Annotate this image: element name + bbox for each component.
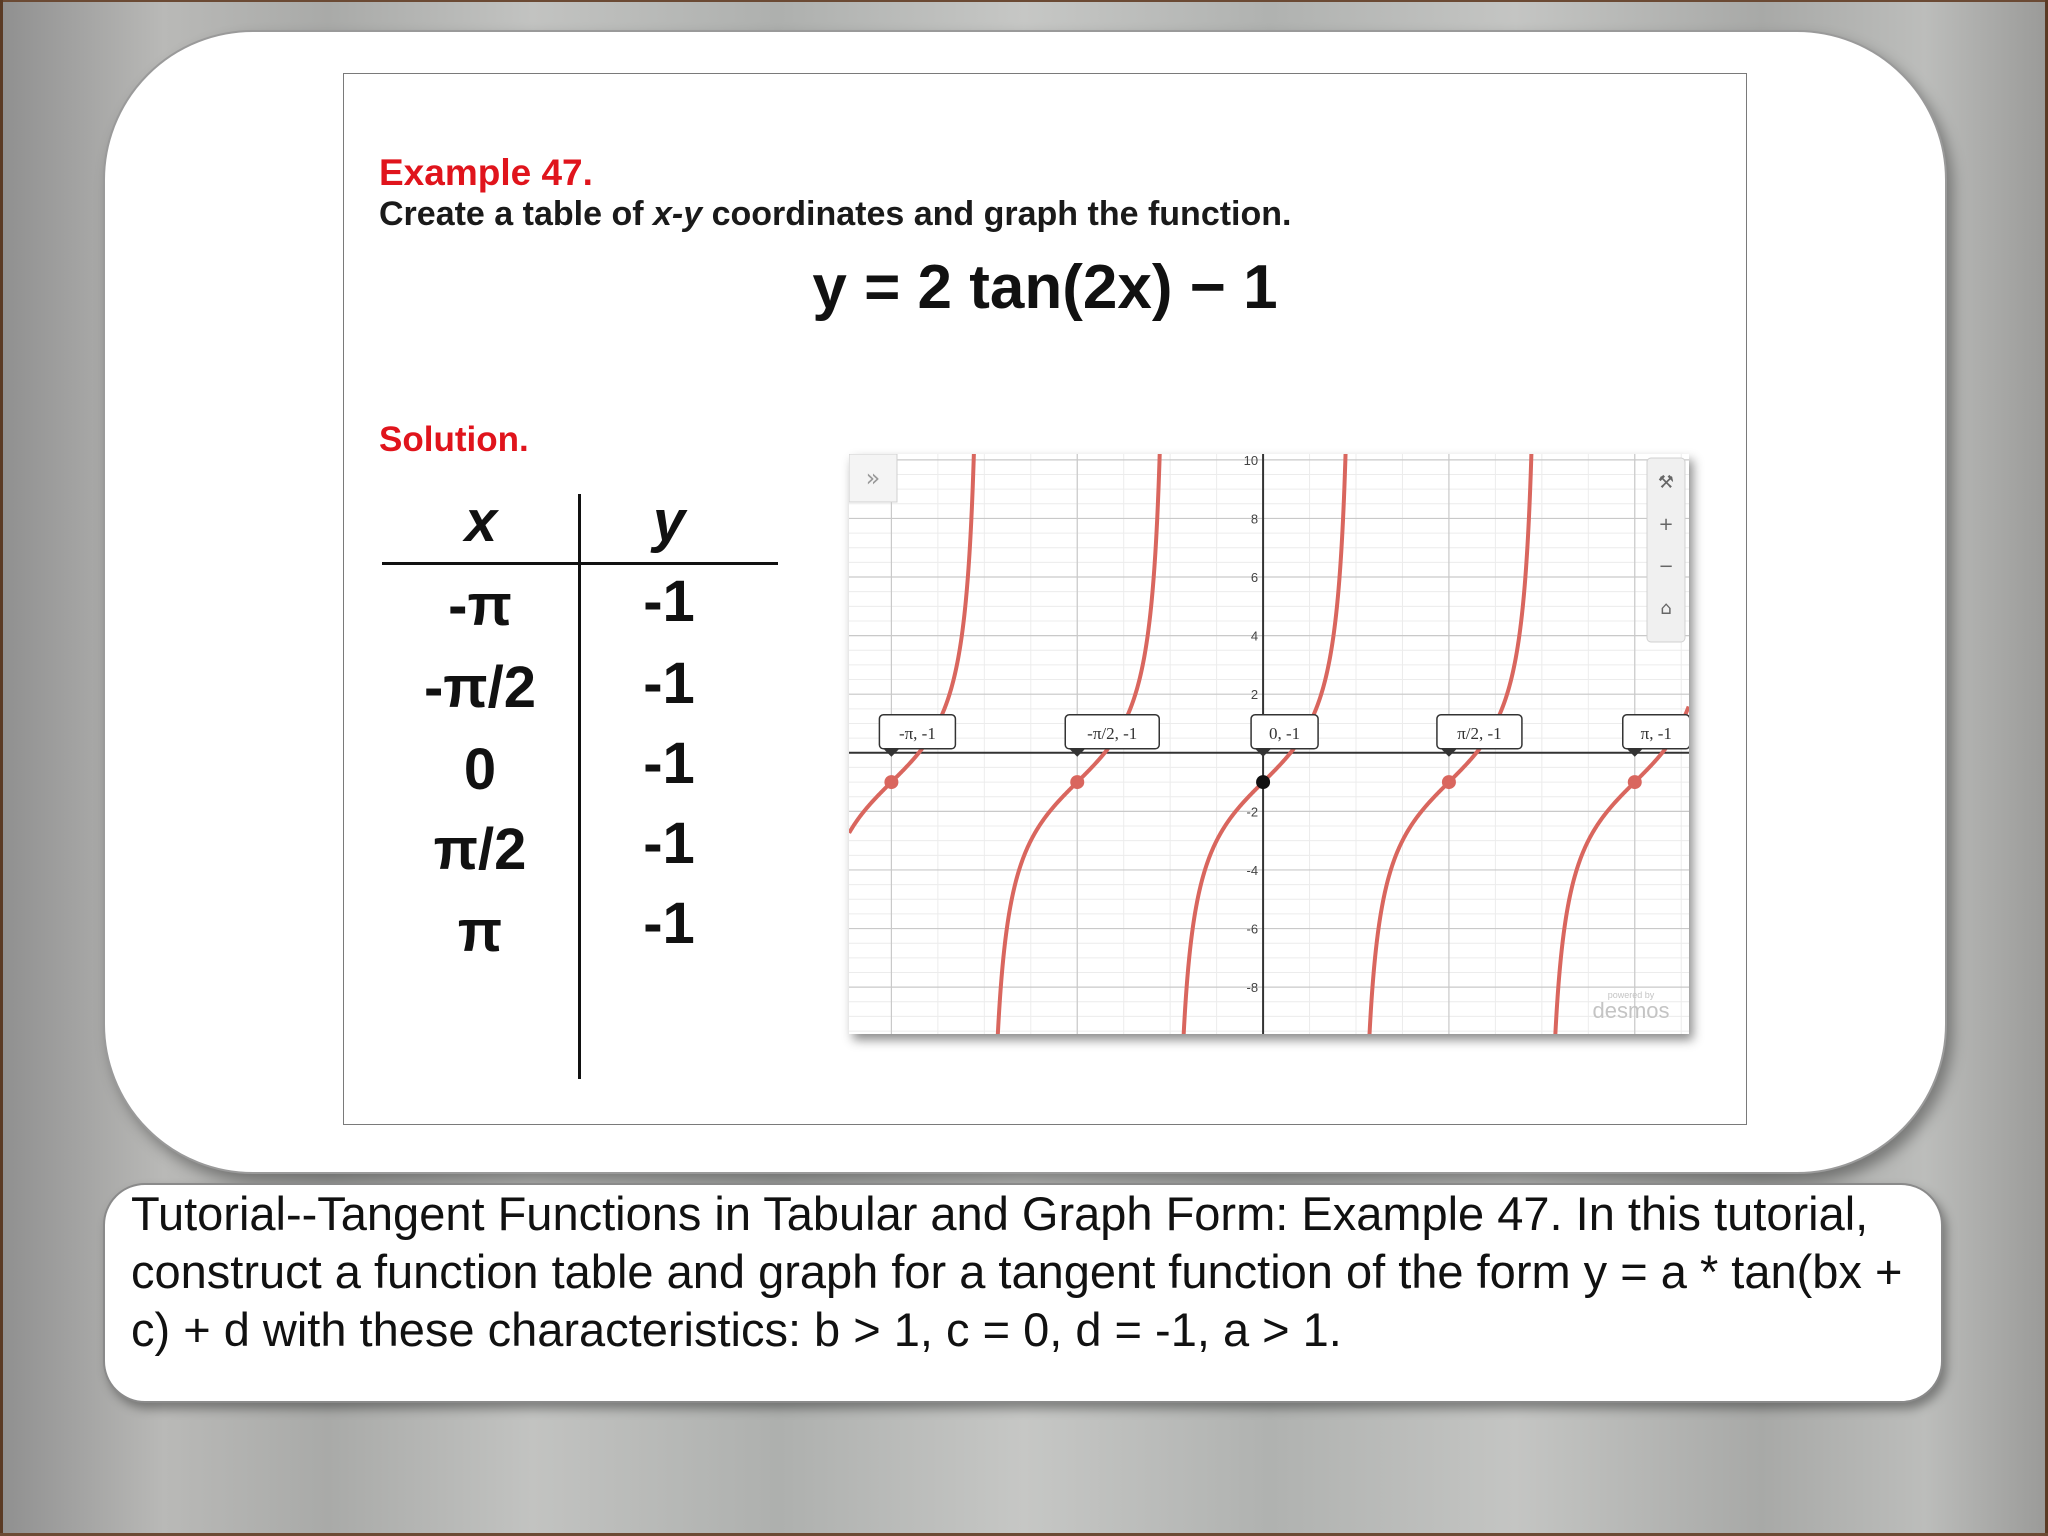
caption-text: Tutorial--Tangent Functions in Tabular and Graph Form: Example 47. In this tutorial, construct a function table and graph for a tangent function of the form y = a * tan(bx + c) + d with these characteristics: b > 1, c = 0, d = -1, a > 1. <box>131 1187 1903 1356</box>
graph-point[interactable] <box>884 775 898 789</box>
slide-content <box>343 73 1747 1125</box>
y-tick-label: 10 <box>1243 454 1259 468</box>
point-label-text: π/2, -1 <box>1457 723 1502 743</box>
zoom-in-icon: + <box>1658 514 1674 535</box>
table-cell-x: 0 <box>463 737 497 802</box>
table-divider-horizontal <box>382 562 778 565</box>
table-header-y: y <box>652 489 686 554</box>
zoom-out-icon: − <box>1658 556 1674 577</box>
table-cell-y: -1 <box>643 569 695 634</box>
graph-point[interactable] <box>1256 775 1270 789</box>
point-label-text: π, -1 <box>1640 723 1672 743</box>
graph-point[interactable] <box>1628 775 1642 789</box>
table-cell-y: -1 <box>643 811 695 876</box>
desmos-watermark: desmos <box>1592 998 1670 1023</box>
instruction-pre: Create a table of <box>379 195 653 233</box>
graph-canvas[interactable] <box>849 454 1689 1034</box>
table-header-x: x <box>464 489 498 554</box>
y-tick-label: -8 <box>1246 980 1259 996</box>
y-tick-label: -6 <box>1246 921 1259 937</box>
expand-icon: » <box>865 464 881 492</box>
table-cell-y: -1 <box>643 651 695 716</box>
table-cell-y: -1 <box>643 891 695 956</box>
point-label-text: 0, -1 <box>1268 723 1301 743</box>
point-label-text: -π/2, -1 <box>1087 723 1138 743</box>
table-cell-y: -1 <box>643 731 695 796</box>
y-tick-label: 8 <box>1250 511 1259 527</box>
y-tick-label: -2 <box>1246 804 1259 820</box>
y-tick-label: 6 <box>1250 570 1259 586</box>
graph-point[interactable] <box>1070 775 1084 789</box>
desmos-graph[interactable] <box>849 454 1689 1034</box>
window-frame-left <box>0 0 3 1536</box>
table-cell-x: π/2 <box>433 817 527 882</box>
y-tick-label: 2 <box>1250 687 1259 703</box>
window-frame-top <box>0 0 2048 2</box>
table-cell-x: π <box>457 899 503 964</box>
point-label-text: -π, -1 <box>898 723 936 743</box>
instruction-post: coordinates and graph the function. <box>702 195 1292 233</box>
instruction-var: x-y <box>652 195 703 233</box>
function-equation: y = 2 tan(2x) − 1 <box>812 253 1278 322</box>
caption-box <box>103 1183 1943 1403</box>
table-cell-x: -π/2 <box>423 655 537 720</box>
example-title: Example 47. <box>379 152 593 193</box>
solution-label: Solution. <box>379 420 529 459</box>
home-icon: ⌂ <box>1660 598 1672 619</box>
powered-by-text: powered by <box>1607 990 1655 1000</box>
graph-point[interactable] <box>1442 775 1456 789</box>
instruction-text <box>379 195 1291 234</box>
y-tick-label: 4 <box>1250 628 1259 644</box>
xy-table <box>382 489 778 1079</box>
wrench-icon: ⚒ <box>1657 472 1675 493</box>
y-tick-label: -4 <box>1246 862 1259 878</box>
table-cell-x: -π <box>448 573 512 638</box>
